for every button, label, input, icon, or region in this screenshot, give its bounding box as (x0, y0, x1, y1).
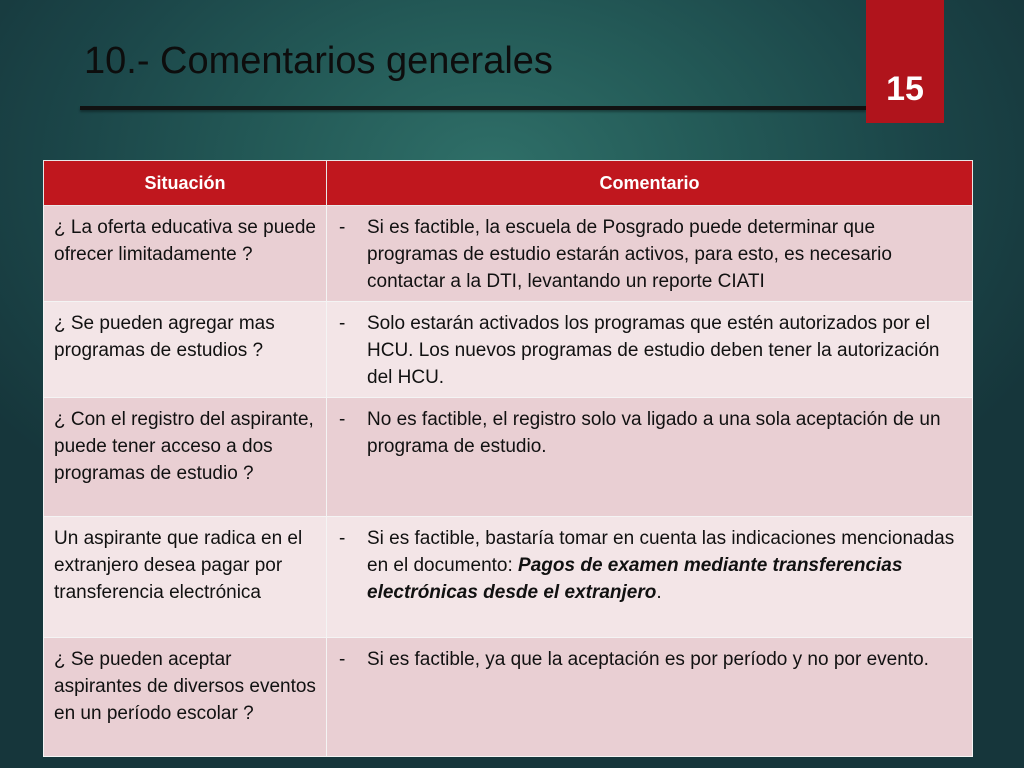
header-situacion: Situación (44, 161, 327, 206)
comentario-text: Si es factible, ya que la aceptación es por período y no por evento. (367, 649, 929, 670)
bullet-dash: - (339, 313, 346, 334)
title-underline (80, 106, 866, 110)
bullet-dash: - (339, 217, 346, 238)
page-number: 15 (886, 70, 924, 108)
comments-table (43, 160, 973, 757)
comentario-text: Solo estarán activados los programas que estén autorizados por el HCU. Los nuevos programas de estudio deben tener la autorización del HCU. (367, 313, 940, 388)
comentario-cell (327, 398, 973, 517)
bullet-dash: - (339, 649, 346, 670)
comentario-text: Si es factible, bastaría tomar en cuenta las indicaciones mencionadas en el documento: (367, 528, 955, 576)
bullet-dash: - (339, 409, 346, 430)
situacion-cell: ¿ Con el registro del aspirante, puede tener acceso a dos programas de estudio ? (44, 398, 327, 517)
table-row (44, 302, 973, 398)
table-header-row (44, 161, 973, 206)
table-row (44, 398, 973, 517)
comentario-cell (327, 638, 973, 757)
table-row (44, 206, 973, 302)
table-row (44, 638, 973, 757)
comentario-cell (327, 302, 973, 398)
comentario-emphasis: Pagos de examen mediante transferencias electrónicas desde el extranjero (367, 555, 903, 603)
situacion-cell: ¿ Se pueden agregar mas programas de estudios ? (44, 302, 327, 398)
comentario-cell (327, 517, 973, 638)
comentario-text: No es factible, el registro solo va ligado a una sola aceptación de un programa de estudio. (367, 409, 941, 457)
situacion-cell: ¿ Se pueden aceptar aspirantes de diversos eventos en un período escolar ? (44, 638, 327, 757)
comentario-suffix: . (656, 582, 662, 603)
situacion-cell: ¿ La oferta educativa se puede ofrecer limitadamente ? (44, 206, 327, 302)
bullet-dash: - (339, 528, 346, 549)
page-number-badge (866, 0, 944, 123)
table-row (44, 517, 973, 638)
header-comentario: Comentario (327, 161, 973, 206)
situacion-cell: Un aspirante que radica en el extranjero desea pagar por transferencia electrónica (44, 517, 327, 638)
comentario-cell (327, 206, 973, 302)
slide-title: 10.- Comentarios generales (84, 40, 553, 82)
comentario-text: Si es factible, la escuela de Posgrado puede determinar que programas de estudio estarán activos, para esto, es necesario contactar a la DTI, levantando un reporte CIATI (367, 217, 892, 292)
